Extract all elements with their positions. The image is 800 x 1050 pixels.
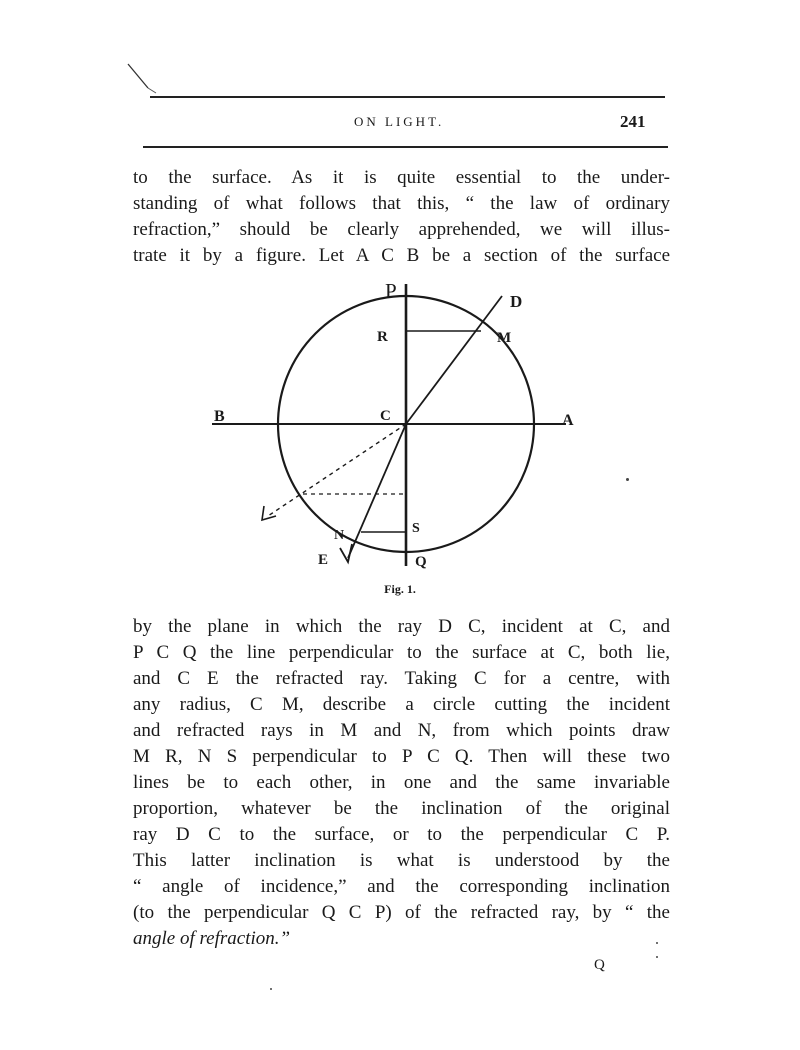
label-e: E <box>318 552 329 568</box>
label-d: D <box>510 292 523 311</box>
text-line: This latter inclination is what is understood by the <box>133 850 670 871</box>
label-r: R <box>377 329 388 345</box>
text-line: trate it by a figure. Let A C B be a section of the surface <box>133 245 670 266</box>
label-n: N <box>334 528 345 543</box>
text-line: ray D C to the surface, or to the perpendicular C P. <box>133 824 670 845</box>
text-line: “ angle of incidence,” and the corresponding inclination <box>133 876 670 897</box>
speck <box>626 478 629 481</box>
label-b: B <box>214 408 225 425</box>
text-line: angle of refraction.” <box>133 928 291 949</box>
label-p: P <box>385 279 397 303</box>
arrowhead-dashed <box>262 506 276 520</box>
label-s: S <box>412 521 420 536</box>
label-a: A <box>562 412 574 429</box>
text-line: refraction,” should be clearly apprehended, we will illus- <box>133 219 670 240</box>
label-m: M <box>497 330 512 346</box>
incident-ray-dc <box>406 296 502 424</box>
text-line: and refracted rays in M and N, from which points draw <box>133 720 670 741</box>
text-line: by the plane in which the ray D C, incident at C, and <box>133 616 670 637</box>
label-q: Q <box>415 554 427 570</box>
text-line: to the surface. As it is quite essential to the under- <box>133 167 670 188</box>
speck <box>656 956 658 958</box>
text-line: any radius, C M, describe a circle cutting the incident <box>133 694 670 715</box>
running-title: ON LIGHT. <box>354 114 445 129</box>
catchword: Q <box>594 957 605 973</box>
arrowhead-e <box>340 544 352 562</box>
text-line: and C E the refracted ray. Taking C for a centre, with <box>133 668 670 689</box>
page-number: 241 <box>620 112 646 131</box>
label-c: C <box>380 408 391 424</box>
figure-caption: Fig. 1. <box>384 582 416 596</box>
paragraph-bottom <box>133 614 670 952</box>
text-line: lines be to each other, in one and the same invariable <box>133 772 670 793</box>
text-line: standing of what follows that this, “ the law of ordinary <box>133 193 670 214</box>
text-line: M R, N S perpendicular to P C Q. Then will these two <box>133 746 670 767</box>
text-line: (to the perpendicular Q C P) of the refracted ray, by “ the <box>133 902 670 923</box>
text-line: proportion, whatever be the inclination of the original <box>133 798 670 819</box>
text-line: P C Q the line perpendicular to the surface at C, both lie, <box>133 642 670 663</box>
speck <box>270 988 272 990</box>
speck <box>656 942 658 944</box>
